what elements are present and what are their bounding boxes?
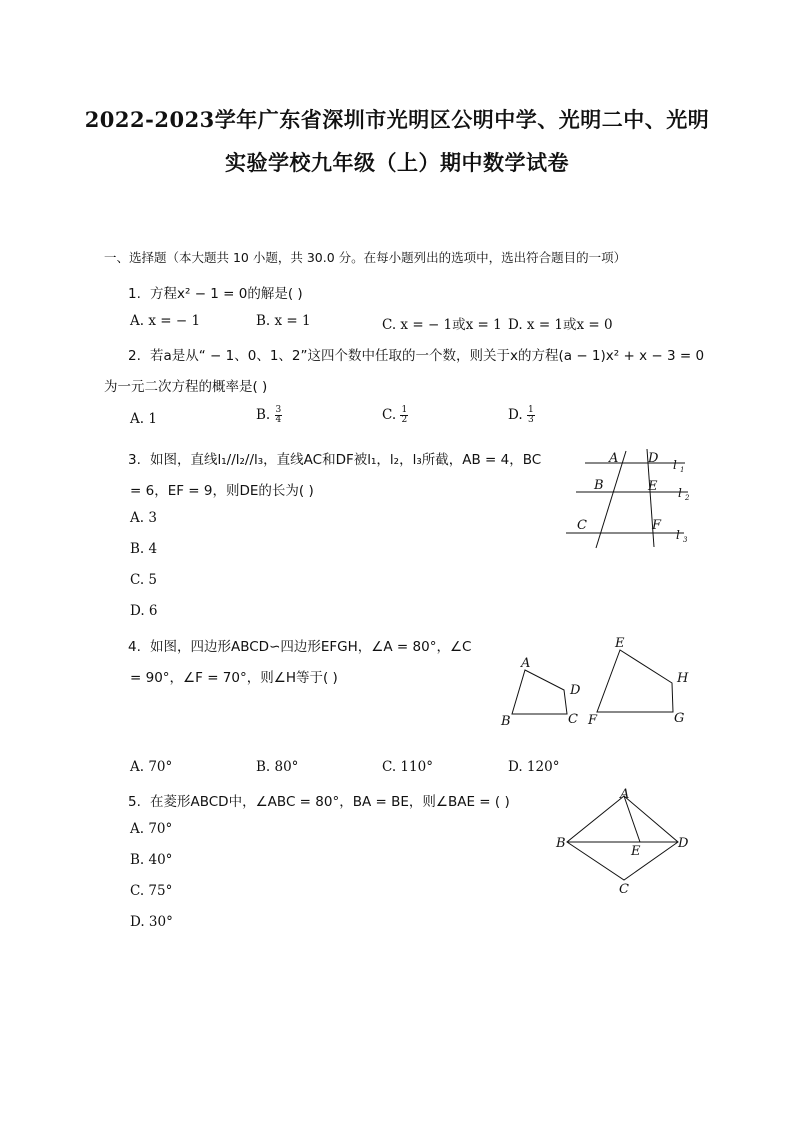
label-c: C — [568, 712, 578, 727]
label-a: A — [609, 451, 619, 466]
label-l2-subscript: 2 — [685, 494, 690, 502]
question-1-option-c[interactable]: C. x = − 1或x = 1 — [382, 317, 502, 333]
label-c: C — [619, 882, 629, 897]
fraction-numerator: 1 — [401, 405, 408, 415]
question-text: 若a是从“ − 1、0、1、2”这四个数中任取的一个数，则关于x的方程(a − 1)x² + x − 3 = 0 — [150, 348, 705, 364]
question-4-figure — [495, 630, 705, 735]
label-h: H — [677, 671, 689, 686]
question-1-stem — [128, 282, 303, 302]
section-heading: 一、选择题（本大题共 10 小题，共 30.0 分。在每小题列出的选项中，选出符合题目的一项） — [104, 250, 627, 265]
label-d: D — [570, 683, 581, 698]
label-e: E — [615, 636, 625, 651]
page-title-line-1: 2022-2023学年广东省深圳市光明区公明中学、光明二中、光明 — [84, 107, 710, 132]
fraction-numerator: 3 — [275, 405, 282, 415]
label-l2: l — [678, 486, 682, 500]
question-2-option-d[interactable] — [508, 406, 535, 425]
question-3-option-c[interactable]: C. 5 — [130, 572, 158, 588]
fraction-denominator: 4 — [275, 415, 282, 425]
question-4-stem — [128, 635, 472, 655]
label-a: A — [620, 787, 630, 802]
label-d: D — [678, 836, 689, 851]
label-l3: l — [676, 528, 680, 542]
fraction-denominator: 3 — [527, 415, 534, 425]
question-4-option-b[interactable]: B. 80° — [256, 759, 299, 775]
label-b: B — [556, 836, 566, 851]
question-5-option-a[interactable]: A. 70° — [130, 821, 173, 837]
label-c: C — [577, 518, 587, 533]
question-1-option-b[interactable]: B. x = 1 — [256, 313, 311, 329]
question-4-option-d[interactable]: D. 120° — [508, 759, 560, 775]
question-1-option-a[interactable]: A. x = − 1 — [130, 313, 201, 329]
question-number: 1. — [128, 286, 141, 302]
question-number: 3. — [128, 452, 141, 468]
question-4-stem-continued: = 90°，∠F = 70°，则∠H等于( ) — [130, 670, 338, 686]
question-4-option-c[interactable]: C. 110° — [382, 759, 433, 775]
question-3-option-d[interactable]: D. 6 — [130, 603, 158, 619]
label-b: B — [594, 478, 604, 493]
question-1-option-d[interactable]: D. x = 1或x = 0 — [508, 317, 613, 333]
label-e: E — [648, 479, 658, 494]
question-3-option-b[interactable]: B. 4 — [130, 541, 158, 557]
fraction — [400, 406, 408, 425]
label-l1-subscript: 1 — [680, 466, 685, 474]
label-e: E — [631, 844, 641, 859]
fraction-denominator: 2 — [401, 415, 408, 425]
fraction-numerator: 1 — [527, 405, 534, 415]
label-a: A — [521, 656, 531, 671]
option-label: C. — [382, 407, 397, 423]
rhombus-abcd — [567, 796, 678, 880]
question-text: 如图，四边形ABCD∽四边形EFGH，∠A = 80°，∠C — [150, 639, 472, 655]
label-f: F — [652, 518, 662, 533]
question-number: 2. — [128, 348, 141, 364]
quadrilateral-efgh — [597, 650, 673, 712]
label-f: F — [588, 713, 598, 728]
question-2-option-a[interactable]: A. 1 — [130, 411, 157, 427]
question-5-option-d[interactable]: D. 30° — [130, 914, 173, 930]
question-3-stem-continued: = 6，EF = 9，则DE的长为( ) — [130, 483, 314, 499]
question-4-option-a[interactable]: A. 70° — [130, 759, 173, 775]
question-text: 如图，直线l₁//l₂//l₃，直线AC和DF被l₁，l₂，l₃所截，AB = 4，BC — [150, 452, 542, 468]
question-2-stem — [128, 344, 704, 364]
question-5-option-c[interactable]: C. 75° — [130, 883, 173, 899]
question-3-option-a[interactable]: A. 3 — [130, 510, 157, 526]
question-5-stem — [128, 790, 510, 810]
question-2-stem-continued: 为一元二次方程的概率是( ) — [104, 379, 268, 395]
quadrilateral-abcd — [512, 670, 567, 714]
question-2-option-c[interactable] — [382, 406, 408, 425]
question-2-option-b[interactable] — [256, 406, 282, 425]
label-l1: l — [673, 458, 677, 472]
label-d: D — [648, 451, 659, 466]
question-3-figure — [560, 445, 700, 555]
question-text: 方程x² − 1 = 0的解是( ) — [150, 286, 303, 302]
option-label: D. — [508, 407, 523, 423]
page-title-line-2: 实验学校九年级（上）期中数学试卷 — [225, 150, 569, 175]
question-text: 在菱形ABCD中，∠ABC = 80°，BA = BE，则∠BAE = ( ) — [150, 794, 510, 810]
question-number: 4. — [128, 639, 141, 655]
label-g: G — [674, 711, 685, 726]
fraction — [527, 406, 535, 425]
question-number: 5. — [128, 794, 141, 810]
question-5-option-b[interactable]: B. 40° — [130, 852, 173, 868]
label-l3-subscript: 3 — [683, 536, 688, 544]
fraction — [275, 406, 283, 425]
option-label: B. — [256, 407, 271, 423]
question-3-stem — [128, 448, 541, 468]
label-b: B — [501, 714, 511, 729]
question-5-figure — [552, 784, 702, 899]
